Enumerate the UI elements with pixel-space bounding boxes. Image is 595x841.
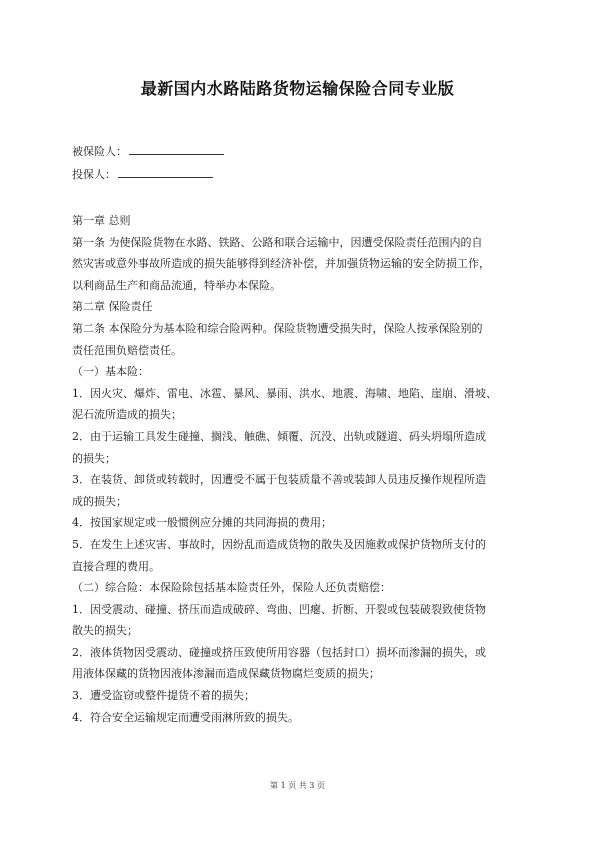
body-line: 责任范围负赔偿责任。	[72, 343, 182, 357]
body-line: 1．因受震动、碰撞、挤压而造成破碎、弯曲、凹瘪、折断、开裂或包装破裂致使货物	[72, 602, 486, 616]
policyholder-blank[interactable]	[118, 166, 213, 178]
body-line: 成的损失；	[72, 494, 127, 508]
body-line: 第二章 保险责任	[72, 300, 153, 314]
body-line: 1．因火灾、爆炸、雷电、冰雹、暴风、暴雨、洪水、地震、海啸、地陷、崖崩、滑坡、	[72, 386, 497, 400]
page-footer: 第 1 页 共 3 页	[270, 781, 325, 790]
body-line: 2．由于运输工具发生碰撞、搁浅、触礁、倾覆、沉没、出轨或隧道、码头坍塌所造成	[72, 429, 486, 443]
body-line: 第一章 总则	[72, 214, 131, 227]
body-line: 第一条 为使保险货物在水路、铁路、公路和联合运输中，因遭受保险责任范围内的自	[72, 235, 483, 249]
body-line: 散失的损失；	[72, 624, 138, 638]
contract-body	[72, 210, 542, 728]
body-line: 第二条 本保险分为基本险和综合险两种。保险货物遭受损失时，保险人按承保险别的	[72, 321, 483, 335]
policyholder-label: 投保人：	[72, 168, 116, 181]
insured-blank[interactable]	[129, 143, 224, 155]
body-line: 用液体保藏的货物因液体渗漏而造成保藏货物腐烂变质的损失；	[72, 667, 380, 681]
body-line: 5．在发生上述灾害、事故时，因纷乱而造成货物的散失及因施救或保护货物所支付的	[72, 537, 486, 551]
body-line: 3．遭受盗窃或整件提货不着的损失；	[72, 689, 255, 703]
body-line: 3．在装货、卸货或转载时，因遭受不属于包装质量不善或装卸人员违反操作规程所造	[72, 473, 486, 487]
body-line: 以利商品生产和商品流通，特举办本保险。	[72, 278, 281, 292]
insured-line	[72, 143, 224, 159]
body-line: 4．按国家规定或一般惯例应分摊的共同海损的费用；	[72, 516, 332, 530]
body-line: 然灾害或意外事故所造成的损失能够得到经济补偿，并加强货物运输的安全防损工作，	[72, 257, 490, 271]
document-title: 最新国内水路陆路货物运输保险合同专业版	[140, 79, 455, 98]
body-line: 4．符合安全运输规定而遭受雨淋所致的损失。	[72, 710, 299, 724]
insured-label: 被保险人：	[72, 145, 127, 158]
body-line: （一）基本险：	[72, 365, 149, 379]
body-line: 2．液体货物因受震动、碰撞或挤压致使所用容器（包括封口）损坏而渗漏的损失，或	[72, 645, 486, 659]
policyholder-line	[72, 166, 213, 182]
body-line: 的损失；	[72, 451, 116, 465]
body-line: 直接合理的费用。	[72, 559, 160, 573]
body-line: （二）综合险：本保险除包括基本险责任外，保险人还负责赔偿：	[72, 581, 391, 595]
body-line: 泥石流所造成的损失；	[72, 408, 182, 422]
